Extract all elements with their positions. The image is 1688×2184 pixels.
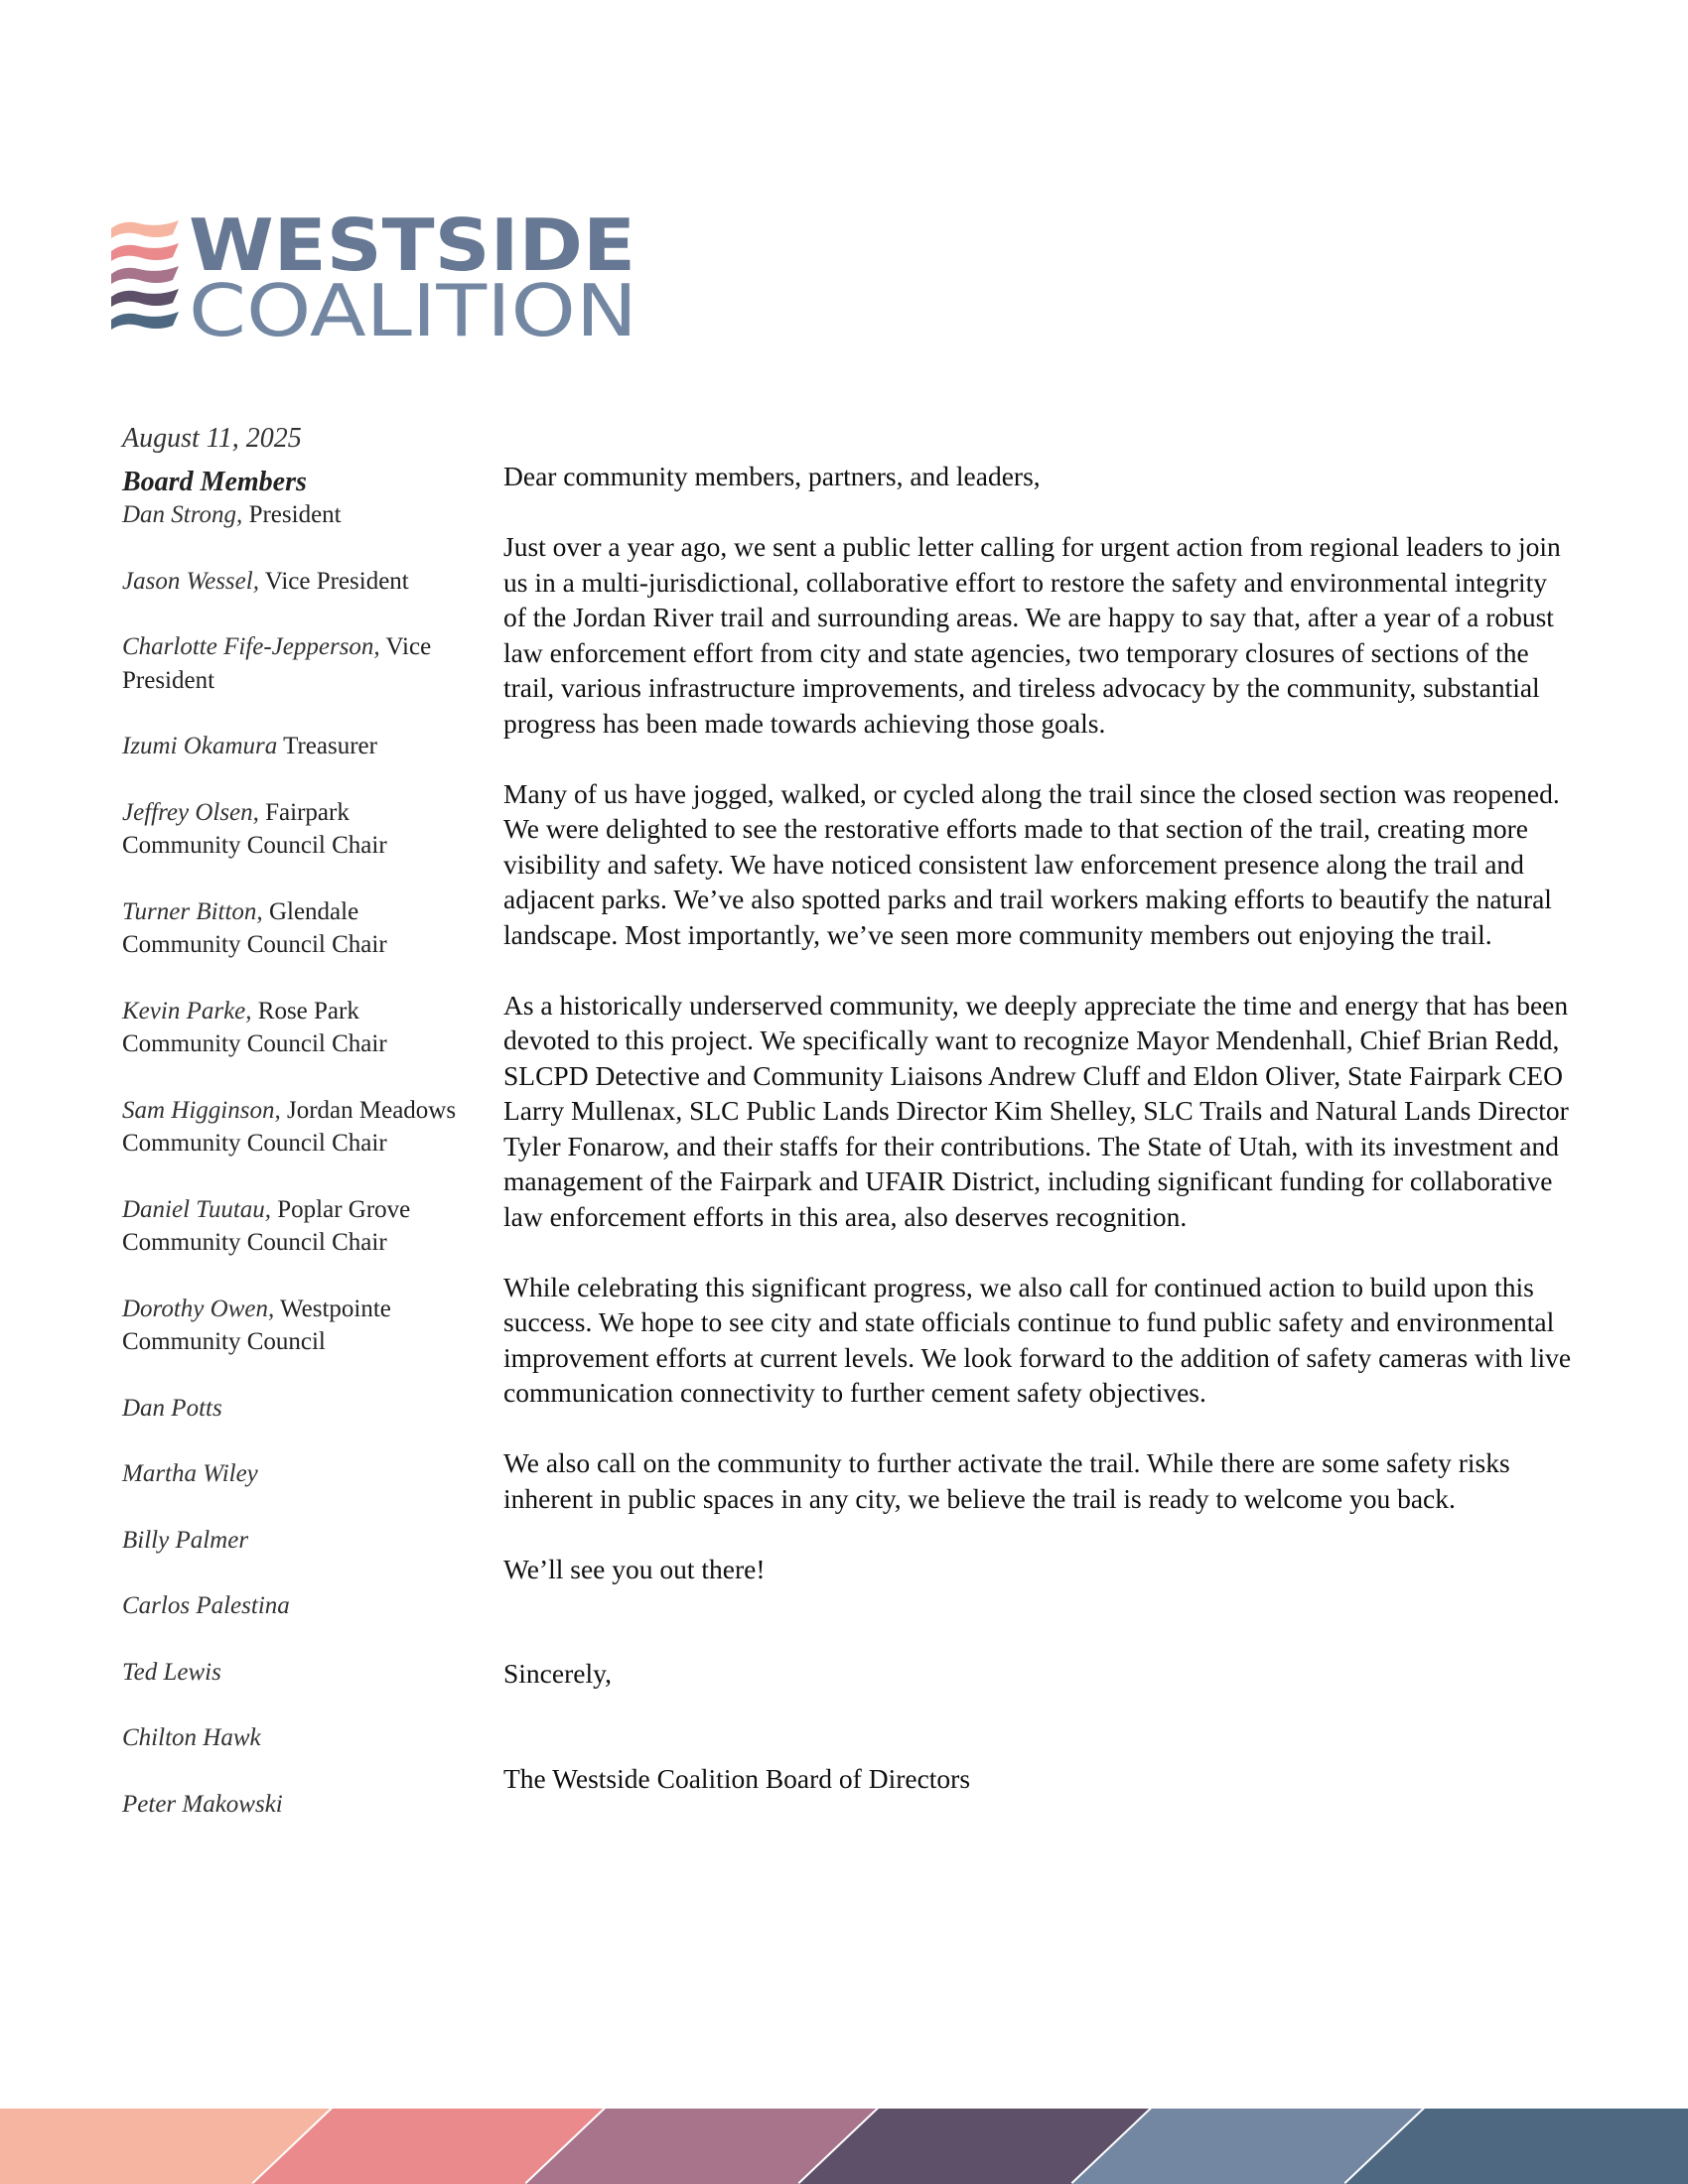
paragraph-1: Just over a year ago, we sent a public letter calling for urgent action from regional leaders to join us in a multi-jurisdictional, collaborative effort to restore the safety and environmental integrity of the Jordan River trail and surrounding areas. We are happy to say that, after a year of a robust law enforcement effort from city and state agencies, two temporary closures of sections of the trail, various infrastructure improvements, and tireless advocacy by the community, substantial progress has been made towards achieving those goals. — [503, 531, 1561, 739]
member-name: Peter Makowski — [122, 1790, 283, 1818]
board-member — [122, 1788, 470, 1822]
member-name: Daniel Tuutau, — [122, 1195, 272, 1223]
board-member — [122, 796, 470, 863]
paragraph-3: As a historically underserved community, we deeply appreciate the time and energy that has been devoted to this project. We specifically want to recognize Mayor Mendenhall, Chief Brian Redd, SLCPD Detective and Community Liaisons Andrew Cluff and Eldon Oliver, State Fairpark CEO Larry Mullenax, SLC Public Lands Director Kim Shelley, SLC Trails and Natural Lands Director Tyler Fonarow, and their staffs for their contributions. The State of Utah, with its investment and management of the Fairpark and UFAIR District, including significant funding for collaborative law enforcement efforts in this area, also deserves recognition. — [503, 989, 1569, 1232]
board-members-heading: Board Members — [122, 466, 307, 497]
member-name: Dan Strong, — [122, 501, 243, 528]
westside-coalition-logo — [109, 212, 645, 341]
member-role: Vice President — [264, 567, 409, 595]
member-name: Izumi Okamura — [122, 733, 278, 759]
member-name: Chilton Hawk — [122, 1724, 261, 1751]
member-name: Dorothy Owen, — [122, 1295, 275, 1322]
member-name: Dan Potts — [122, 1394, 222, 1422]
board-member — [122, 1457, 470, 1491]
logo-word-coalition: COALITION — [189, 269, 637, 341]
member-name: Sam Higginson, — [122, 1096, 281, 1124]
board-member — [122, 1524, 470, 1558]
board-member — [122, 1721, 470, 1755]
board-member — [122, 1193, 470, 1260]
member-name: Turner Bitton, — [122, 897, 263, 925]
member-name: Martha Wiley — [122, 1460, 258, 1487]
member-role: President — [248, 501, 342, 528]
board-member — [122, 1094, 470, 1160]
member-name: Ted Lewis — [122, 1658, 221, 1686]
member-name: Jason Wessel, — [122, 567, 259, 595]
paragraph-4: While celebrating this significant progress, we also call for continued action to build upon this success. We hope to see city and state officials continue to fund public safety and environmental improvement efforts at current levels. We look forward to the addition of safety cameras with live communication connectivity to further cement safety objectives. — [503, 1271, 1572, 1408]
board-member — [122, 1293, 470, 1359]
letter-body — [503, 459, 1576, 1832]
member-role: Westpointe Community Council — [122, 1295, 391, 1355]
board-member — [122, 630, 470, 697]
member-name: Billy Palmer — [122, 1526, 249, 1554]
member-name: Charlotte Fife-Jepperson, — [122, 633, 380, 660]
member-role: Rose Park Community Council Chair — [122, 997, 387, 1057]
footer-stripes — [0, 2109, 1688, 2184]
sidebar — [122, 422, 470, 1853]
member-name: Kevin Parke, — [122, 997, 252, 1024]
member-role: Treasurer — [283, 733, 377, 759]
paragraph-2: Many of us have jogged, walked, or cycled along the trail since the closed section was reopened. We were delighted to see the restorative efforts made to that section of the trail, creating more visibility and safety. We have noticed consistent law enforcement presence along the trail and adjacent parks. We’ve also spotted parks and trail workers making efforts to beautify the natural landscape. Most importantly, we’ve seen more community members out enjoying the trail. — [503, 777, 1560, 950]
member-role: Vice President — [122, 633, 432, 694]
salutation: Dear community members, partners, and leaders, — [503, 461, 1041, 491]
board-member — [122, 565, 470, 599]
board-member — [122, 895, 470, 962]
board-members-list — [122, 498, 470, 1821]
board-member — [122, 730, 470, 763]
member-name: Carlos Palestina — [122, 1592, 290, 1619]
paragraph-5: We also call on the community to further activate the trail. While there are some safety risks inherent in public spaces in any city, we believe the trail is ready to welcome you back. — [503, 1447, 1510, 1514]
signature: The Westside Coalition Board of Directors — [503, 1762, 971, 1794]
board-member — [122, 1656, 470, 1690]
letter-date: August 11, 2025 — [122, 423, 302, 454]
closing: Sincerely, — [503, 1658, 612, 1689]
board-member — [122, 1392, 470, 1426]
member-role: Poplar Grove Community Council Chair — [122, 1195, 411, 1256]
board-member — [122, 1589, 470, 1623]
paragraph-6: We’ll see you out there! — [503, 1553, 766, 1584]
member-role: Fairpark Community Council Chair — [122, 798, 387, 859]
member-role: Glendale Community Council Chair — [122, 897, 387, 958]
logo-word-westside: WESTSIDE — [189, 212, 635, 287]
wave-mark-icon — [111, 220, 179, 330]
member-role: Jordan Meadows Community Council Chair — [122, 1096, 457, 1157]
member-name: Jeffrey Olsen, — [122, 798, 259, 826]
board-member — [122, 995, 470, 1061]
board-member — [122, 498, 470, 532]
